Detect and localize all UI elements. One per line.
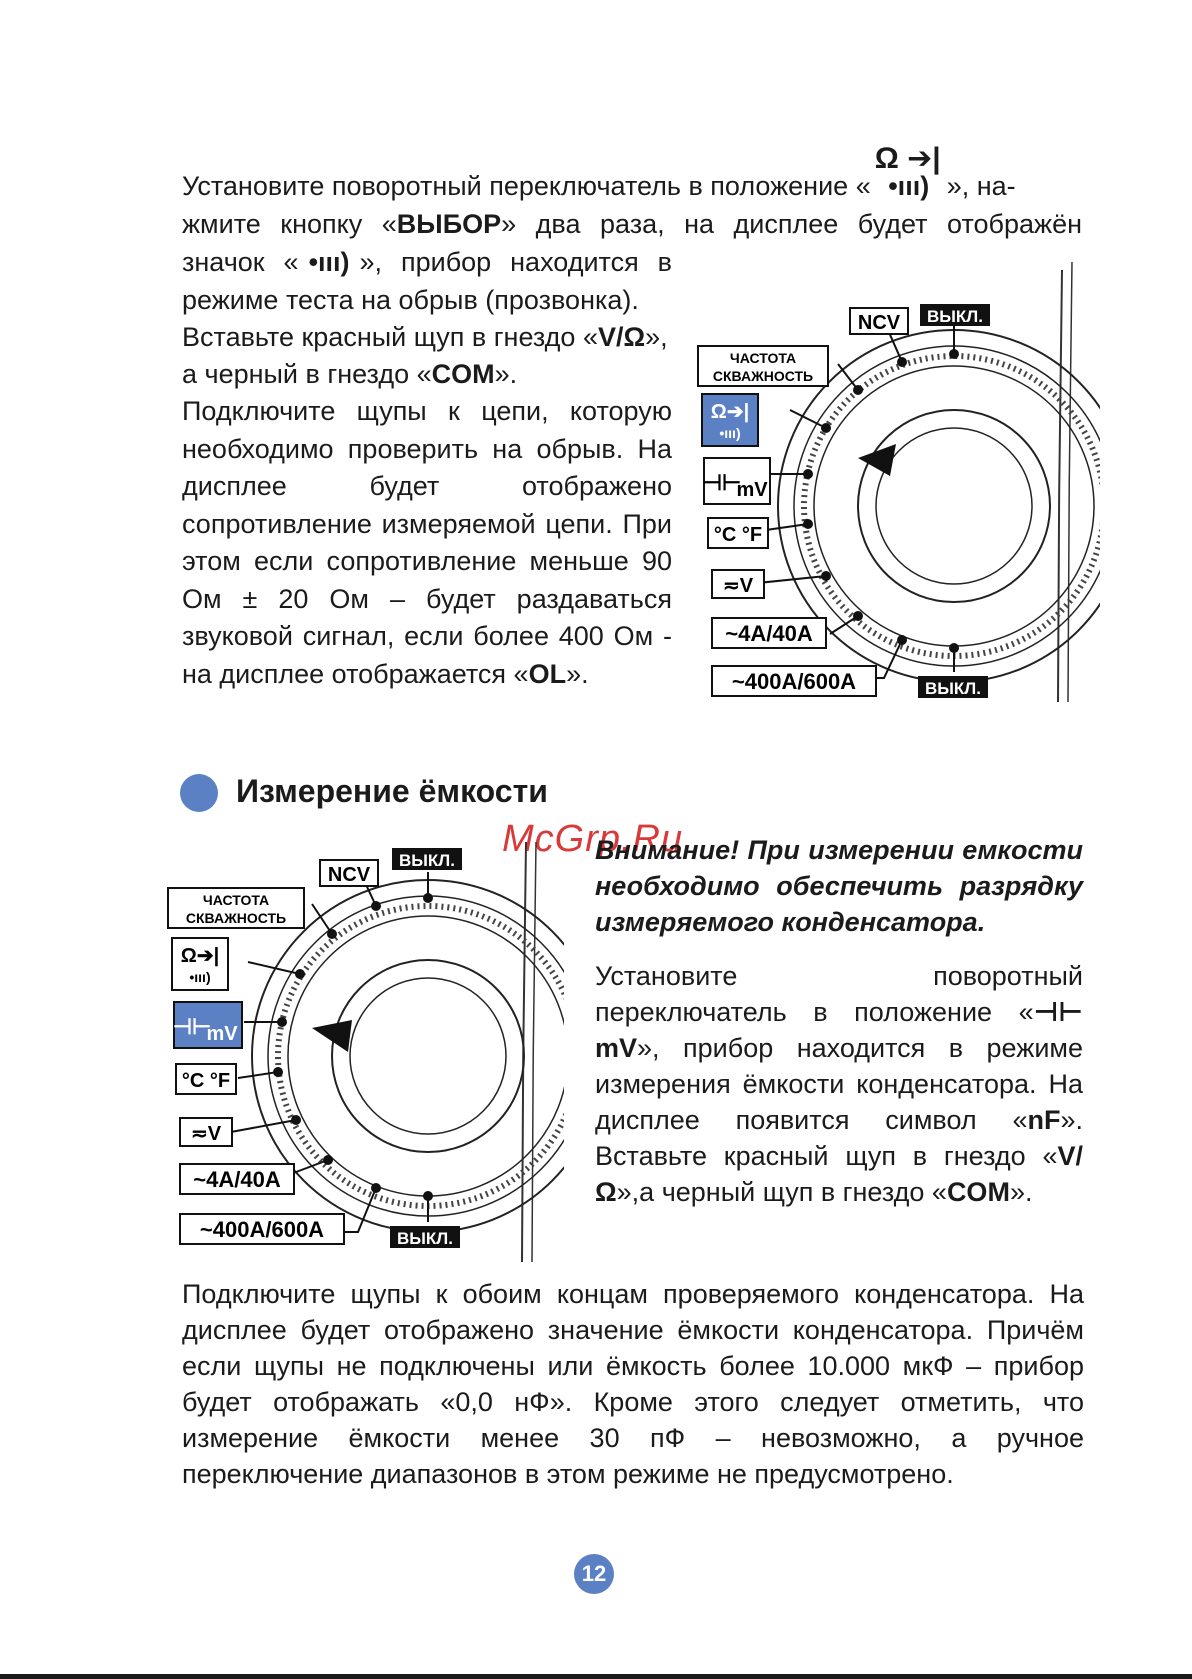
dial-label-off: ВЫКЛ. [927,307,983,326]
dial-label-ncv: NCV [857,312,901,334]
bottom-rule [0,1674,1192,1679]
dial-label-duty: СКВАЖНОСТЬ [712,368,814,384]
ol-indicator: OL [528,658,567,689]
dial-label-off: ВЫКЛ. [399,851,455,870]
dial-label-4a-40a: ~4A/40A [725,621,813,646]
capacitor-icon: ⊣⊢ [702,470,742,495]
jack-v-ohm: V/Ω [595,1141,1083,1207]
ohm-diode-icon: Ω➔| [180,945,220,967]
temperature-icon: °C °F [181,1070,231,1092]
section1-line5: Вставьте красный щуп в гнездо «V/Ω», [182,322,668,352]
continuity-icon: •ııı) [888,171,930,201]
capacitance-mv-icon: ⊣⊢ mV [595,997,1083,1063]
section2-para1: Установите поворотный переключатель в положение «⊣⊢ mV», прибор находится в режиме измерения ёмкости конденсатора. На дисплее появится символ «nF». Вставьте красный щуп в гнездо «V/Ω»,а черный щуп в гнездо «COM». [595,961,1083,1207]
dial-label-duty: СКВАЖНОСТЬ [185,910,287,926]
dial-label-freq: ЧАСТОТА [729,350,797,366]
millivolt-icon: mV [736,479,768,501]
dial-label-400a-600a: ~400A/600A [199,1217,325,1242]
ac-voltage-icon: ≂V [190,1123,222,1145]
dial-label-off: ВЫКЛ. [925,679,981,698]
continuity-icon: •ııı) [189,969,211,985]
continuity-icon: •ııı) [719,425,741,441]
section1-line3: значок « •ııı) », прибор находится в [182,247,672,277]
section1-para2: Подключите щупы к цепи, которую необходимо проверить на обрыв. На дисплее будет отображено сопротивление измеряемой цепи. При этом если сопротивление меньше 90 Ом ± 20 Ом – будет раздаваться звуковой сигнал, если более 400 Ом - на дисплее отображается «OL». [182,396,672,689]
section2-para2: Подключите щупы к обоим концам проверяемого конденсатора. На дисплее будет отображено значение ёмкости конденсатора. Причём если щупы не подключены или ёмкость более 10.000 мкФ – прибор будет отображать «0,0 нФ». Кроме этого следует отметить, что измерение ёмкости менее 30 пФ – невозможно, а ручное переключение диапазонов в этом режиме не предусмотрено. [182,1279,1084,1489]
continuity-icon: •ııı) [308,247,350,277]
rotary-dial-diagram-1 [690,262,1100,702]
ohm-diode-icon: Ω ➔| [874,142,941,175]
dial-label-4a-40a: ~4A/40A [193,1167,281,1192]
ac-voltage-icon: ≂V [722,575,754,597]
section-heading: Измерение ёмкости [236,773,548,809]
section1-line6: а черный в гнездо «COM». [182,359,518,389]
rotary-dial-diagram-2 [164,842,564,1262]
heading-bullet [180,774,218,812]
jack-com: COM [431,359,495,389]
select-button-label: ВЫБОР [396,209,502,239]
jack-v-ohm: V/Ω [597,322,646,352]
capacitor-icon: ⊣⊢ [172,1014,212,1039]
nf-symbol: nF [1027,1105,1061,1135]
watermark: McGrp.Ru [502,818,684,860]
jack-com: COM [946,1177,1010,1207]
section1-line2: жмите кнопку «ВЫБОР» два раза, на дисплее будет отображён [182,209,1083,239]
dial-label-400a-600a: ~400A/600A [731,669,857,694]
page-number: 12 [574,1554,614,1594]
section1-line1: Установите поворотный переключатель в положение « Ω ➔| •ııı) », на- [182,142,1016,201]
dial-label-off: ВЫКЛ. [397,1229,453,1248]
dial-label-freq: ЧАСТОТА [202,892,270,908]
section1-line4: режиме теста на обрыв (прозвонка). [182,285,639,315]
ohm-diode-icon: Ω➔| [710,401,750,423]
dial-label-ncv: NCV [327,864,371,886]
temperature-icon: °C °F [713,524,763,546]
millivolt-icon: mV [206,1023,238,1045]
warning-text: Внимание! При измерении емкости необходимо обеспечить разрядку измеряемого конденсатора. [595,835,1083,937]
